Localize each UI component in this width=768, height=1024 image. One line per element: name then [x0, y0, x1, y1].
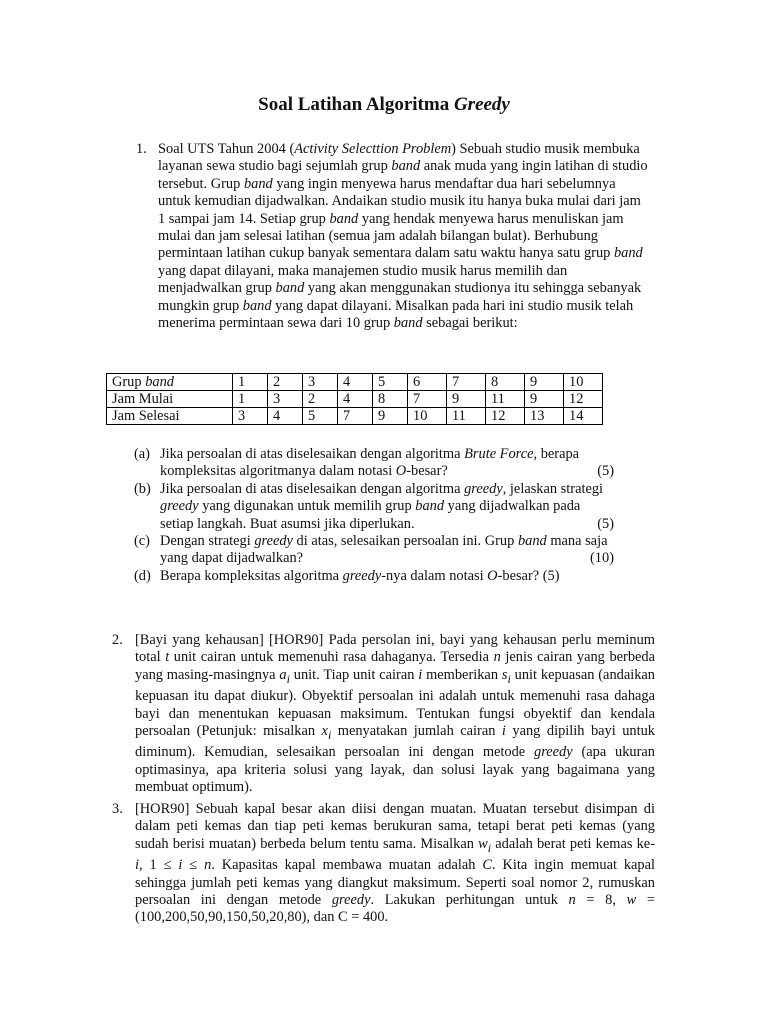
- question-text: [HOR90] Sebuah kapal besar akan diisi dengan muatan. Muatan tersebut disimpan di dalam peti kemas dan tiap peti kemas berukuran sama, tetapi berat peti kemas (yang sudah berisi muatan) berbeda belum tentu sama. Misalkan $w_i$ adalah berat peti kemas ke-i, 1 ≤ i ≤ n. Kapasitas kapal membawa muatan adalah C. Kita ingin memuat kapal sehingga jumlah peti kemas yang diangkut maksimum. Seperti soal nomor 2, rumuskan persoalan ini dengan metode greedy. Lakukan perhitungan untuk n = 8, w = (100,200,50,90,150,50,20,80), dan C = 400.: [135, 801, 656, 926]
- table-cell: 5: [303, 408, 338, 425]
- table-cell: 9: [525, 391, 564, 408]
- table-cell: 11: [447, 408, 486, 425]
- score: (5): [597, 515, 614, 532]
- table-cell: 10: [564, 374, 603, 391]
- table-cell: 6: [408, 374, 447, 391]
- sub-question-d: (d) Berapa kompleksitas algoritma greedy-nya dalam notasi O-besar? (5): [134, 567, 560, 584]
- page-title: Soal Latihan Algoritma Greedy: [258, 94, 510, 115]
- question-number: 3.: [112, 801, 123, 817]
- table-row: [107, 391, 603, 408]
- sub-question-c: (c) Dengan strategi greedy di atas, selesaikan persoalan ini. Grup band mana saja yang dapat dijadwalkan? (10): [134, 533, 614, 567]
- sub-question-label: (d): [134, 567, 151, 584]
- table-cell: 9: [525, 374, 564, 391]
- sub-question-label: (b): [134, 480, 151, 497]
- table-cell: 4: [338, 391, 373, 408]
- table-row: [107, 408, 603, 425]
- table-cell: 13: [525, 408, 564, 425]
- sub-question-label: (c): [134, 533, 150, 550]
- table-cell: 7: [408, 391, 447, 408]
- table-cell: 10: [408, 408, 447, 425]
- table-cell: 14: [564, 408, 603, 425]
- table-cell: 7: [447, 374, 486, 391]
- table-cell: 8: [373, 391, 408, 408]
- table-cell: 4: [268, 408, 303, 425]
- table-cell: 9: [373, 408, 408, 425]
- table-cell: 12: [486, 408, 525, 425]
- table-cell: 1: [233, 391, 268, 408]
- table-cell: 7: [338, 408, 373, 425]
- table-cell: 4: [338, 374, 373, 391]
- sub-question-b: (b) Jika persoalan di atas diselesaikan dengan algoritma greedy, jelaskan strategi greedy yang digunakan untuk memilih grup band yang dijadwalkan pada setiap langkah. Buat asumsi jika diperlukan. (5): [134, 480, 614, 532]
- score: (5): [597, 463, 614, 480]
- score: (10): [590, 550, 614, 567]
- table-cell: 3: [233, 408, 268, 425]
- table-cell: 5: [373, 374, 408, 391]
- table-cell: 3: [268, 391, 303, 408]
- question-text: Soal UTS Tahun 2004 (Activity Selecttion Problem) Sebuah studio musik membuka layanan sewa studio bagi sejumlah grup band anak muda yang ingin latihan di studio tersebut. Grup band yang ingin menyewa harus mendaftar dua hari sebelumnya untuk kemudian dijadwalkan. Andaikan studio musik itu hanya buka mulai dari jam 1 sampai jam 14. Setiap grup band yang hendak menyewa harus menuliskan jam mulai dan jam selesai latihan (semua jam adalah bilangan bulat). Berhubung permintaan latihan cukup banyak sementara dalam satu waktu hanya satu grup band yang dapat dilayani, maka manajemen studio musik harus memilih dan menjadwalkan grup band yang akan menggunakan studionya itu sehingga sebanyak mungkin grup band yang dapat dilayani. Misalkan pada hari ini studio musik telah menerima permintaan sewa dari 10 grup band sebagai berikut:: [158, 141, 648, 332]
- sub-question-a: (a) Jika persoalan di atas diselesaikan dengan algoritma Brute Force, berapa kompleksitas algoritmanya dalam notasi O-besar? (5): [134, 446, 614, 480]
- table-cell: 3: [303, 374, 338, 391]
- question-text: [Bayi yang kehausan] [HOR90] Pada persolan ini, bayi yang kehausan perlu meminum total t unit cairan untuk memenuhi rasa dahaganya. Tersedia n jenis cairan yang berbeda yang masing-masingnya $a_i$ unit. Tiap unit cairan i memberikan $s_i$ unit kepuasan (andaikan kepuasan itu dapat diukur). Obyektif persoalan ini adalah untuk memenuhi rasa dahaga bayi dan menentukan kepuasan maksimum. Tentukan fungsi obyektif dan kendala persoalan (Petunjuk: misalkan $x_i$ menyatakan jumlah cairan i yang dipilih bayi untuk diminum). Kemudian, selesaikan persoalan ini dengan metode greedy (apa ukuran optimasinya, apa kriteria solusi yang layak, dan solusi layak yang bagaimana yang membuat optimum).: [135, 632, 656, 795]
- table-cell: 11: [486, 391, 525, 408]
- score: (5): [542, 567, 560, 584]
- table-cell: 8: [486, 374, 525, 391]
- question-number: 1.: [136, 141, 147, 157]
- table-cell: 1: [233, 374, 268, 391]
- sub-question-label: (a): [134, 446, 150, 462]
- row-header: Jam Selesai: [107, 408, 233, 425]
- row-header: Jam Mulai: [107, 391, 233, 408]
- table-cell: 9: [447, 391, 486, 408]
- question-number: 2.: [112, 632, 123, 648]
- sub-questions: [134, 446, 614, 585]
- schedule-table: [106, 373, 603, 425]
- table-cell: 2: [268, 374, 303, 391]
- table-row: [107, 374, 603, 391]
- question-1: [120, 141, 650, 332]
- question-2: [112, 632, 655, 796]
- row-header: Grup band: [107, 374, 233, 391]
- question-3: [112, 801, 655, 927]
- table-cell: 12: [564, 391, 603, 408]
- table-cell: 2: [303, 391, 338, 408]
